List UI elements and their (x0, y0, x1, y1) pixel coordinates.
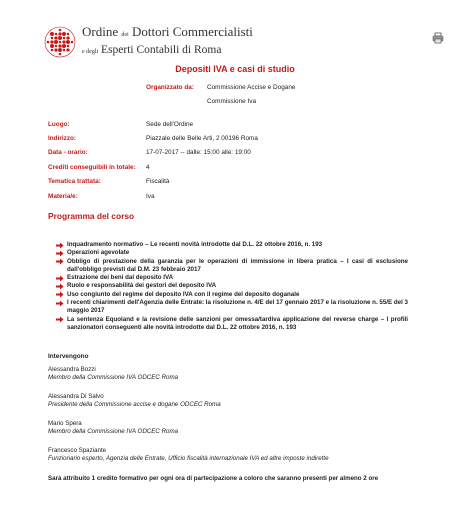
program-item (56, 241, 408, 249)
program-item-text: Uso congiunto del regime del deposito IVA con il regime del deposito doganale (67, 290, 300, 298)
info-value: Sede dell'Ordine (146, 120, 194, 128)
organizer-1: Commissione Accise e Dogane (207, 84, 296, 91)
program-item (56, 291, 408, 299)
info-row-materia (48, 189, 428, 203)
info-label: Crediti conseguibili in totale: (48, 163, 136, 171)
printer-icon[interactable] (432, 32, 444, 44)
program-item (56, 316, 408, 333)
org-line1-small: dei (121, 32, 129, 38)
info-row-data (48, 146, 428, 160)
info-label: Data - orario: (48, 149, 88, 157)
arrow-bullet-icon (56, 283, 64, 290)
page-header (44, 22, 444, 62)
odcec-logo-icon (44, 26, 76, 58)
program-item (56, 282, 408, 290)
info-label: Materia/e: (48, 192, 78, 200)
program-item-text: Operazioni agevolate (67, 249, 130, 257)
program-title: Programma del corso (48, 211, 135, 221)
program-item (56, 258, 408, 275)
program-item-text: I recenti chiarimenti dell'Agenzia delle Entrate: la risoluzione n. 4/E del 17 gennaio 2017 e la risoluzione n. 55/E del 3 maggio 2017 (67, 299, 408, 315)
program-item-text: Estrazione dei beni dal deposito IVA (67, 274, 174, 282)
organizer-2: Commissione Iva (207, 98, 257, 105)
program-item (56, 299, 408, 316)
info-row-indirizzo (48, 131, 428, 145)
arrow-bullet-icon (56, 250, 64, 257)
speaker (48, 447, 329, 463)
speaker-name: Francesco Spaziante (48, 447, 107, 454)
info-value: Fiscalità (146, 178, 170, 186)
info-value: 4 (146, 163, 150, 171)
arrow-bullet-icon (56, 242, 64, 249)
info-label: Luogo: (48, 120, 70, 128)
org-line1-pre: Ordine (82, 24, 119, 39)
org-name (82, 24, 253, 59)
speaker-role: Membro della Commissione IVA ODCEC Roma (48, 374, 179, 382)
program-item-text: La sentenza Equoland e la revisione delle sanzioni per omessa/tardiva applicazione del reverse charge – I profili sanzionatori conseguenti alle novità introdotte dal D.L. 22 ottobre 2016, n. 193 (67, 315, 408, 331)
speaker-role: Membro della Commissione IVA ODCEC Roma (48, 428, 179, 436)
speaker (48, 366, 178, 382)
speaker-role: Funzionario esperto, Agenzia delle Entrate, Ufficio fiscalità internazionale IVA ed altre imposte indirette (48, 455, 329, 463)
arrow-bullet-icon (56, 300, 64, 307)
info-row-crediti (48, 160, 428, 174)
info-label: Indirizzo: (48, 135, 77, 143)
program-item (56, 274, 408, 282)
info-row-tematica (48, 175, 428, 189)
speaker-role: Presidente della Commissione accise e dogane ODCEC Roma (48, 401, 221, 409)
org-line2-post: Esperti Contabili di Roma (101, 44, 222, 56)
program-item-text: Obbligo di prestazione della garanzia per le operazioni di immissione in libera pratica – I casi di esclusione dall'obbligo previsti dal D.M. 23 febbraio 2017 (67, 257, 408, 273)
credits-note: Sarà attribuito 1 credito formativo per ogni ora di partecipazione a coloro che saranno presenti per almeno 2 ore (48, 475, 379, 482)
course-title: Depositi IVA e casi di studio (175, 64, 295, 74)
org-line1-post: Dottori Commercialisti (131, 24, 253, 39)
speakers-title: Intervengono (48, 353, 89, 360)
program-list (56, 241, 408, 332)
info-row-luogo (48, 117, 428, 131)
arrow-bullet-icon (56, 258, 64, 265)
speaker (48, 420, 178, 436)
arrow-bullet-icon (56, 275, 64, 282)
info-label: Tematica trattata: (48, 178, 101, 186)
speaker (48, 393, 221, 409)
program-item (56, 249, 408, 257)
organized-by-label: Organizzato da: (146, 84, 194, 91)
program-item-text: Ruolo e responsabilità dei gestori del deposito IVA (67, 282, 217, 290)
info-value: Iva (146, 192, 155, 200)
info-value: 17-07-2017 -- dalle: 15:00 alle: 19:00 (146, 149, 251, 157)
arrow-bullet-icon (56, 291, 64, 298)
arrow-bullet-icon (56, 316, 64, 323)
speaker-name: Alessandra Di Salvo (48, 393, 104, 400)
speaker-name: Alessandra Bozzi (48, 366, 96, 373)
info-value: Piazzale delle Belle Arti, 2 00196 Roma (146, 135, 258, 143)
org-line2-small: e degli (82, 49, 99, 55)
speaker-name: Mario Spera (48, 420, 82, 427)
program-item-text: Inquadramento normativo – Le recenti novità introdotte dal D.L. 22 ottobre 2016, n. 193 (67, 241, 323, 248)
course-info-table (48, 117, 428, 203)
